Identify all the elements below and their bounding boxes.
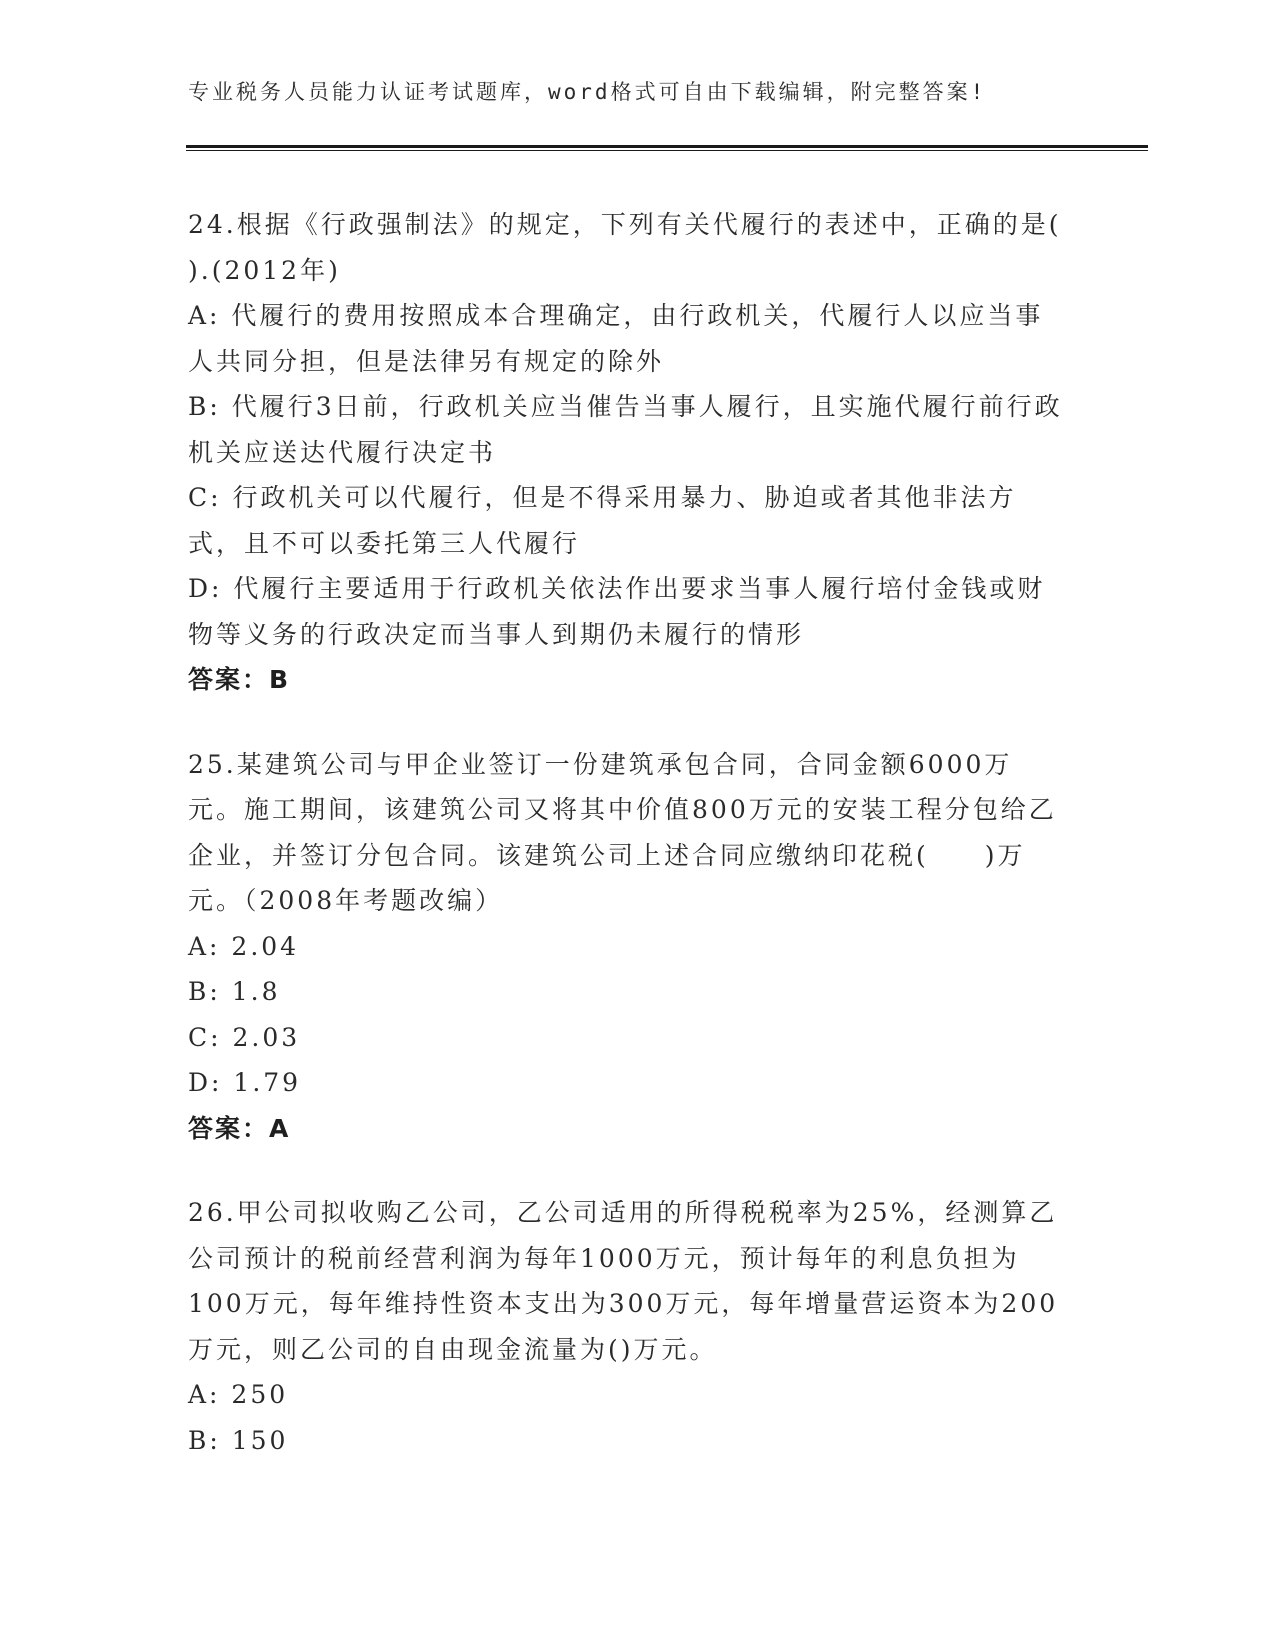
option-b: B: 150 xyxy=(188,1425,289,1455)
option-c: C: 2.03 xyxy=(188,1022,301,1052)
option-a: A: 2.04 xyxy=(188,931,300,961)
option-d: D: 1.79 xyxy=(188,1068,302,1097)
question-stem: 24.根据《行政强制法》的规定，下列有关代履行的表述中，正确的是( ).(2012年) xyxy=(188,210,1062,285)
option-c: C: 行政机关可以代履行，但是不得采用暴力、胁迫或者其他非法方式，且不可以委托第三人代履行 xyxy=(188,483,1017,558)
option-b: B: 代履行3日前，行政机关应当催告当事人履行，且实施代履行前行政机关应送达代履行决定书 xyxy=(188,392,1063,467)
question-list xyxy=(188,202,1068,1502)
answer-label: 答案：B xyxy=(188,665,291,694)
question-25 xyxy=(188,742,1068,1152)
option-b: B: 1.8 xyxy=(188,977,281,1006)
question-stem: 25.某建筑公司与甲企业签订一份建筑承包合同，合同金额6000万元。施工期间，该建筑公司又将其中价值800万元的安装工程分包给乙企业，并签订分包合同。该建筑公司上述合同应缴纳印花税( )万元。（2008年考题改编） xyxy=(188,749,1057,915)
answer-label: 答案：A xyxy=(188,1113,291,1143)
question-stem: 26.甲公司拟收购乙公司，乙公司适用的所得税税率为25%，经测算乙公司预计的税前经营利润为每年1000万元，预计每年的利息负担为100万元，每年维持性资本支出为300万元，每年增量营运资本为200万元，则乙公司的自由现金流量为()万元。 xyxy=(188,1198,1059,1364)
option-d: D: 代履行主要适用于行政机关依法作出要求当事人履行培付金钱或财物等义务的行政决定而当事人到期仍未履行的情形 xyxy=(188,574,1046,649)
header-divider-thin xyxy=(186,150,1148,151)
question-24 xyxy=(188,202,1068,703)
option-a: A: 250 xyxy=(188,1380,289,1409)
question-26 xyxy=(188,1190,1068,1463)
page-header: 专业税务人员能力认证考试题库，word格式可自由下载编辑，附完整答案! xyxy=(188,80,987,104)
option-a: A: 代履行的费用按照成本合理确定，由行政机关，代履行人以应当事人共同分担，但是法律另有规定的除外 xyxy=(188,301,1044,376)
header-divider xyxy=(186,145,1148,148)
